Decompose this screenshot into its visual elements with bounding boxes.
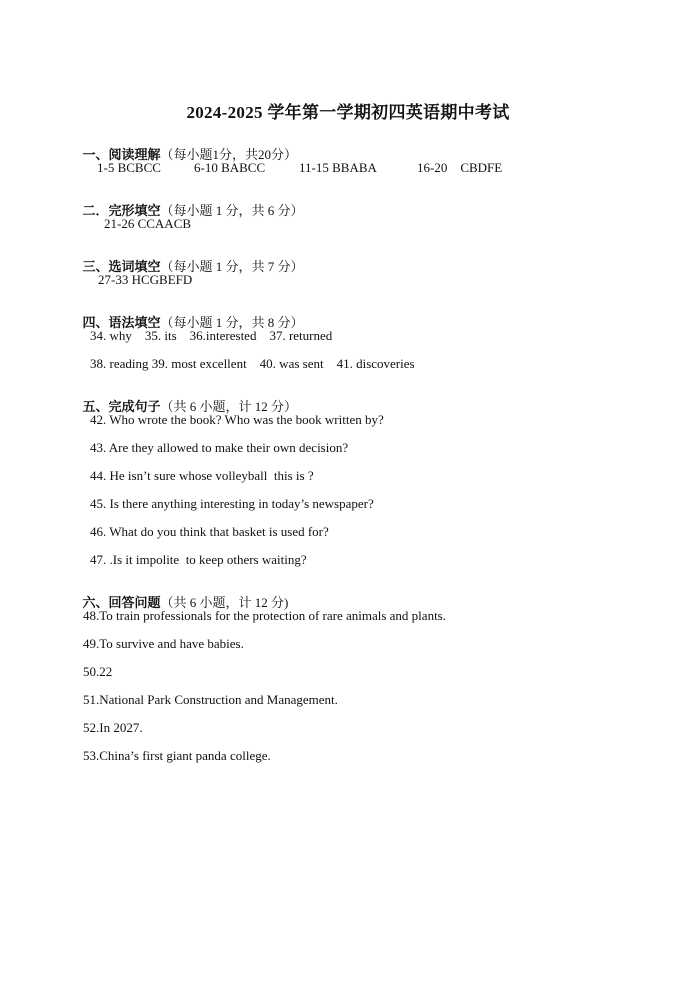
answer-item: 42. Who wrote the book? Who was the book written by?	[90, 412, 384, 427]
answer-item: 43. Are they allowed to make their own decision?	[90, 440, 349, 455]
answer-item: 38. reading 39. most excellent 40. was sent 41. discoveries	[90, 356, 415, 371]
section-2-heading	[76, 187, 304, 219]
section-3-heading	[76, 243, 304, 275]
section-heading: 一、阅读理解	[82, 147, 161, 162]
answer-item: 11-15 BBABA	[299, 160, 377, 175]
section-note: （每小题 1 分，共 8 分）	[160, 315, 304, 330]
section-heading: 五、完成句子	[82, 399, 161, 414]
section-1-heading	[76, 131, 297, 163]
answer-item: 45. Is there anything interesting in today’s newspaper?	[90, 496, 374, 511]
exam-title: 2024-2025 学年第一学期初四英语期中考试	[186, 103, 510, 122]
answer-item: 47. .Is it impolite to keep others waiting?	[90, 552, 307, 567]
answer-item: 16-20 CBDFE	[417, 160, 503, 175]
section-note: （共 6 小题，计 12 分)	[160, 595, 289, 610]
section-6-heading	[76, 579, 288, 611]
section-heading: 六、回答问题	[82, 595, 161, 610]
answer-item: 52.In 2027.	[83, 720, 143, 735]
section-note: （每小题 1 分，共 7 分）	[160, 259, 304, 274]
answer-item: 6-10 BABCC	[194, 160, 266, 175]
section-note: （共 6 小题，计 12 分）	[160, 399, 298, 414]
answer-item: 21-26 CCAACB	[104, 216, 192, 231]
section-4-heading	[76, 299, 304, 331]
answer-item: 49.To survive and have babies.	[83, 636, 244, 651]
answer-item: 27-33 HCGBEFD	[98, 272, 193, 287]
section-1-answers	[0, 160, 696, 176]
section-heading: 三、选词填空	[82, 259, 161, 274]
section-heading: 二．完形填空	[82, 203, 161, 218]
section-note: （每小题 1 分，共 6 分）	[160, 203, 304, 218]
answer-item: 48.To train professionals for the protection of rare animals and plants.	[83, 608, 446, 623]
answer-item: 34. why 35. its 36.interested 37. returned	[90, 328, 333, 343]
answer-item: 44. He isn’t sure whose volleyball this is ?	[90, 468, 314, 483]
answer-item: 46. What do you think that basket is used for?	[90, 524, 329, 539]
section-5-heading	[76, 383, 297, 415]
section-heading: 四、语法填空	[82, 315, 161, 330]
answer-item: 1-5 BCBCC	[97, 160, 161, 175]
answer-item: 51.National Park Construction and Management.	[83, 692, 338, 707]
section-note: （每小题1分，共20分）	[160, 147, 298, 162]
answer-item: 50.22	[83, 664, 113, 679]
answer-item: 53.China’s first giant panda college.	[83, 748, 271, 763]
